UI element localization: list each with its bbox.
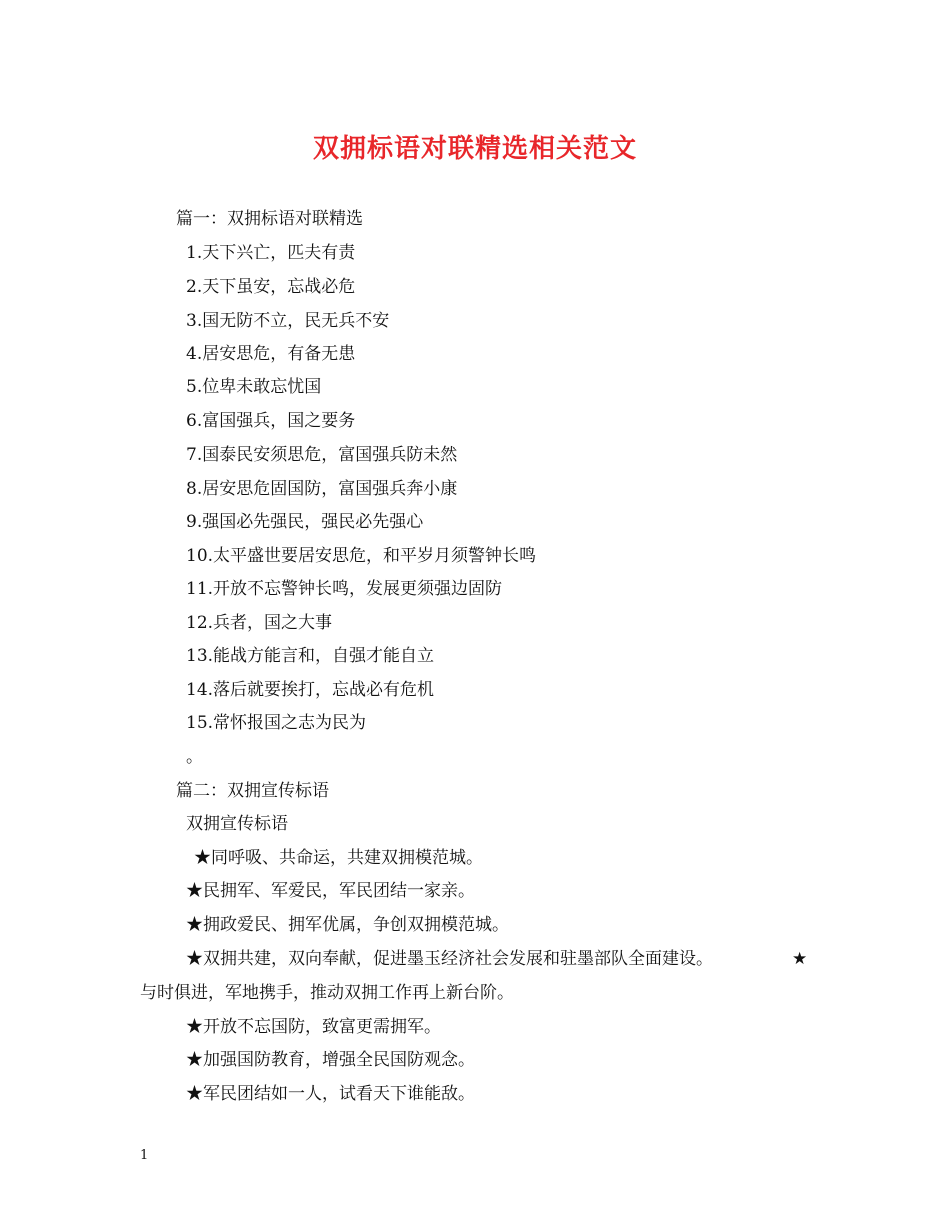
list-item: 14.落后就要挨打，忘战必有危机 [186, 680, 435, 700]
section2-subheading: 双拥宣传标语 [186, 814, 288, 834]
list-item: 3.国无防不立，民无兵不安 [186, 311, 390, 331]
document-title: 双拥标语对联精选相关范文 [312, 134, 637, 164]
slogan-item: ★拥政爱民、拥军优属，争创双拥模范城。 [186, 915, 509, 935]
list-item: 4.居安思危，有备无患 [186, 344, 356, 364]
star-icon: ★ [792, 949, 808, 969]
list-item: 5.位卑未敢忘忧国 [186, 377, 322, 397]
list-item: 8.居安思危固国防，富国强兵奔小康 [186, 479, 458, 499]
section2-heading: 篇二：双拥宣传标语 [176, 781, 329, 801]
list-item: 13.能战方能言和，自强才能自立 [186, 646, 435, 666]
list-item: 12.兵者，国之大事 [186, 613, 333, 633]
slogan-item: ★加强国防教育，增强全民国防观念。 [186, 1050, 475, 1070]
list-item: 9.强国必先强民，强民必先强心 [186, 512, 424, 532]
page-number: 1 [140, 1148, 149, 1163]
wrapped-slogan-text: ★双拥共建，双向奉献，促进墨玉经济社会发展和驻墨部队全面建设。 [186, 949, 713, 969]
list-item: 10.太平盛世要居安思危，和平岁月须警钟长鸣 [186, 546, 537, 566]
slogan-item: ★开放不忘国防，致富更需拥军。 [186, 1017, 441, 1037]
wrapped-slogan-line1 [140, 948, 820, 970]
slogan-item: ★军民团结如一人，试看天下谁能敌。 [186, 1084, 475, 1104]
list-item: 2.天下虽安，忘战必危 [186, 277, 356, 297]
section1-heading: 篇一：双拥标语对联精选 [176, 209, 363, 229]
wrapped-slogan-line2: 与时俱进，军地携手，推动双拥工作再上新台阶。 [140, 983, 514, 1003]
list-item: 11.开放不忘警钟长鸣，发展更须强边固防 [186, 579, 503, 599]
slogan-item: ★同呼吸、共命运，共建双拥模范城。 [194, 848, 483, 868]
list-item: 15.常怀报国之志为民为 [186, 713, 367, 733]
list-item: 1.天下兴亡，匹夫有责 [186, 243, 356, 263]
trailing-mark: 。 [186, 747, 203, 767]
wrapped-slogan-paragraph [140, 948, 820, 1004]
list-item: 6.富国强兵，国之要务 [186, 411, 356, 431]
list-item: 7.国泰民安须思危，富国强兵防未然 [186, 445, 458, 465]
slogan-item: ★民拥军、军爱民，军民团结一家亲。 [186, 881, 475, 901]
